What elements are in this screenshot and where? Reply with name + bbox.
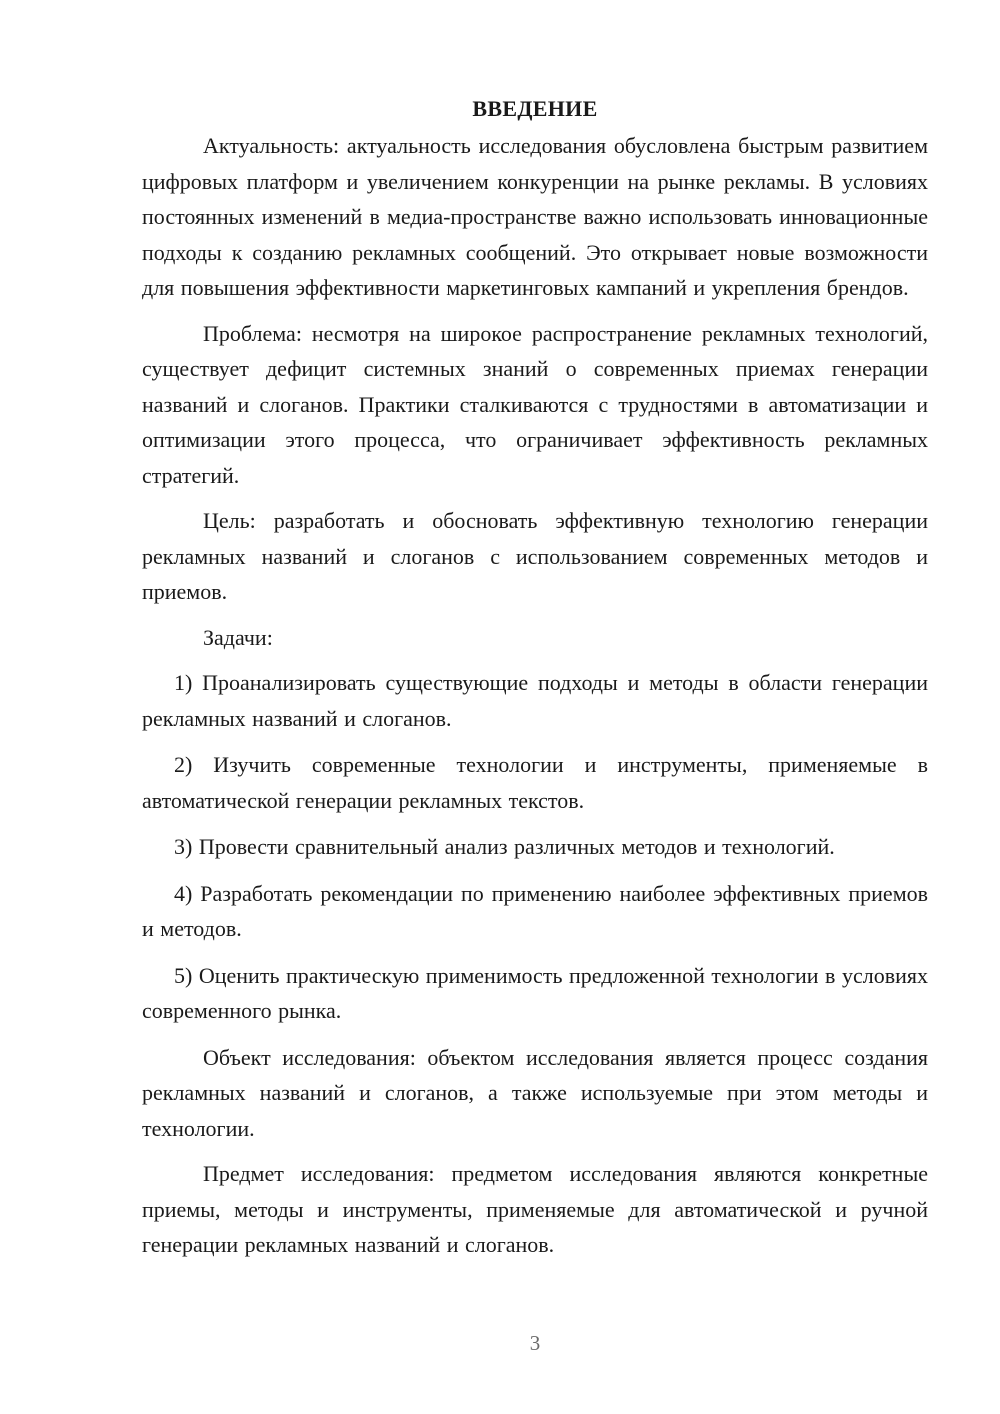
object-paragraph: Объект исследования: объектом исследования является процесс создания рекламных названий и слоганов, а также используемые при этом методы и технологии.	[142, 1044, 928, 1141]
relevance-paragraph: Актуальность: актуальность исследования обусловлена быстрым развитием цифровых платформ и увеличением конкуренции на рынке рекламы. В условиях постоянных изменений в медиа-пространстве важно использовать инновационные подходы к созданию рекламных сообщений. Это открывает новые возможности для повышения эффективности маркетинговых кампаний и укрепления брендов.	[142, 133, 928, 300]
tasks-heading: Задачи:	[203, 624, 273, 650]
task-item: 4) Разработать рекомендации по применению наиболее эффективных приемов и методов.	[142, 880, 928, 941]
page-number: 3	[529, 1331, 541, 1355]
task-item: 5) Оценить практическую применимость предложенной технологии в условиях современного рынка.	[142, 962, 928, 1023]
tasks-list	[142, 665, 928, 1029]
page-title: ВВЕДЕНИЕ	[472, 96, 598, 121]
goal-paragraph: Цель: разработать и обосновать эффективную технологию генерации рекламных названий и слоганов с использованием современных методов и приемов.	[142, 508, 928, 604]
task-item: 2) Изучить современные технологии и инструменты, применяемые в автоматической генерации рекламных текстов.	[142, 752, 928, 813]
problem-paragraph: Проблема: несмотря на широкое распространение рекламных технологий, существует дефицит системных знаний о современных приемах генерации названий и слоганов. Практики сталкиваются с трудностями в автоматизации и оптимизации этого процесса, что ограничивает эффективность рекламных стратегий.	[142, 320, 928, 488]
task-item: 3) Провести сравнительный анализ различных методов и технологий.	[174, 834, 835, 859]
document-page	[142, 94, 928, 1263]
task-item: 1) Проанализировать существующие подходы и методы в области генерации рекламных названий и слоганов.	[142, 670, 928, 731]
subject-paragraph: Предмет исследования: предметом исследования являются конкретные приемы, методы и инструменты, применяемые для автоматической и ручной генерации рекламных названий и слоганов.	[142, 1161, 928, 1257]
